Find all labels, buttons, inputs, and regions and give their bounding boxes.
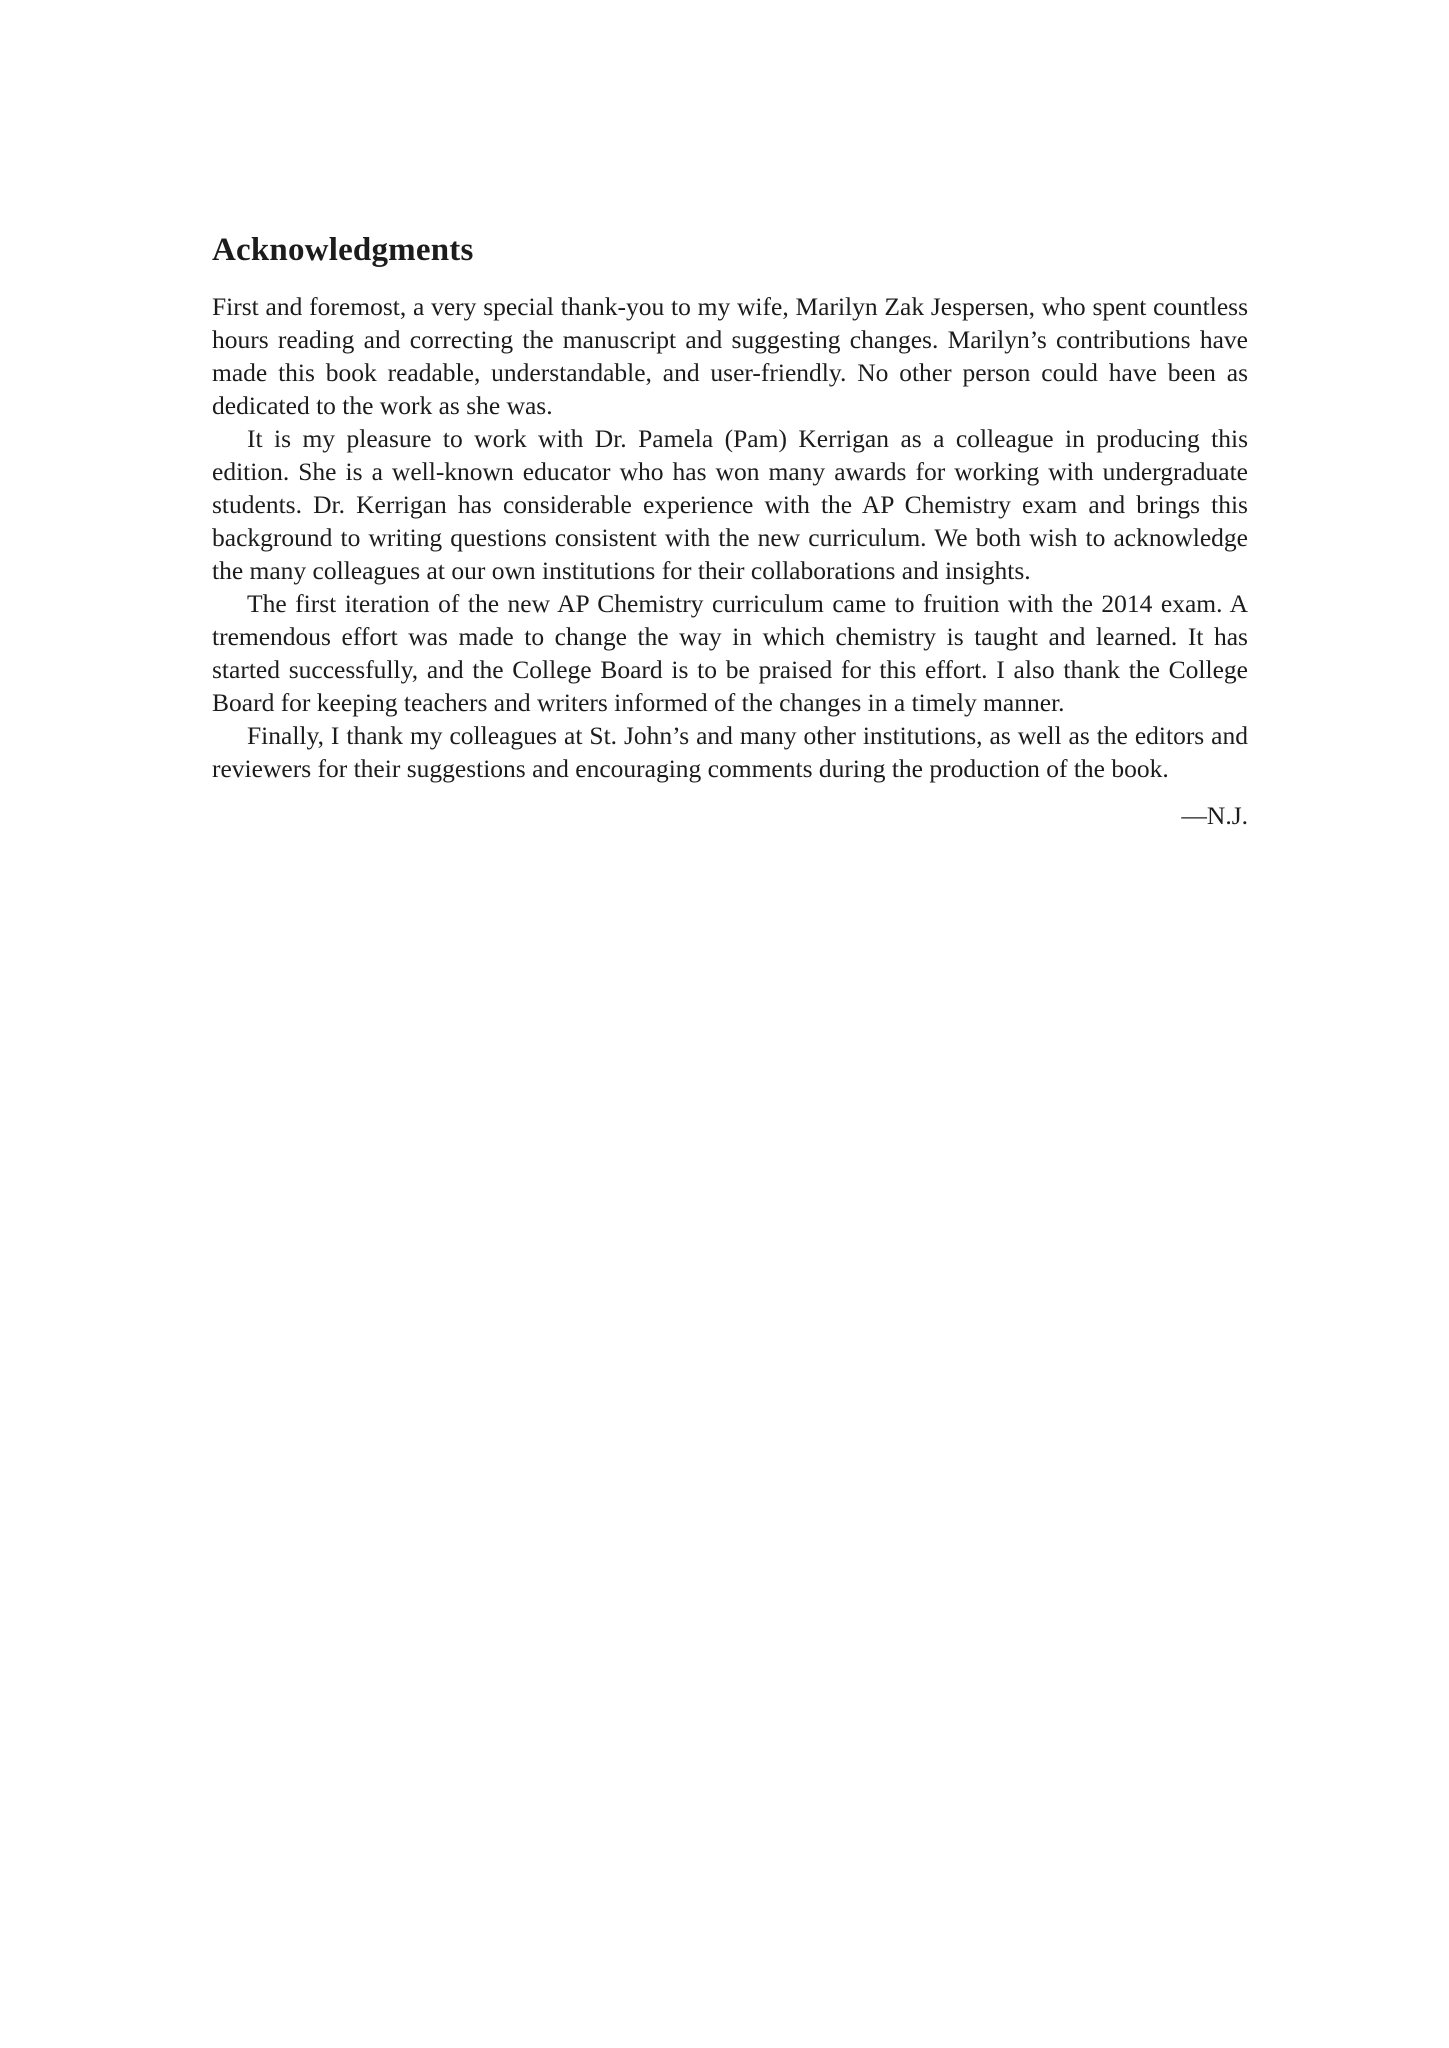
- section-heading: Acknowledgments: [212, 232, 474, 268]
- author-signature: —N.J.: [1181, 801, 1248, 830]
- paragraph-1: First and foremost, a very special thank-you to my wife, Marilyn Zak Jespersen, who spent countless hours reading and correcting the manuscript and suggesting changes. Marilyn’s contributions have made this book readable, understandable, and user-friendly. No other person could have been as dedicated to the work as she was.: [212, 292, 1248, 420]
- paragraph-2: It is my pleasure to work with Dr. Pamela (Pam) Kerrigan as a colleague in producing this edition. She is a well-known educator who has won many awards for working with undergraduate students. Dr. Kerrigan has considerable experience with the AP Chemistry exam and brings this background to writing questions consistent with the new curriculum. We both wish to acknowledge the many colleagues at our own institutions for their collaborations and insights.: [212, 424, 1248, 585]
- paragraph-4: Finally, I thank my colleagues at St. John’s and many other institutions, as well as the editors and reviewers for their suggestions and encouraging comments during the production of the book.: [212, 721, 1248, 783]
- paragraph-3: The first iteration of the new AP Chemistry curriculum came to fruition with the 2014 exam. A tremendous effort was made to change the way in which chemistry is taught and learned. It has started successfully, and the College Board is to be praised for this effort. I also thank the College Board for keeping teachers and writers informed of the changes in a timely manner.: [212, 589, 1248, 717]
- acknowledgments-section: [212, 228, 1248, 832]
